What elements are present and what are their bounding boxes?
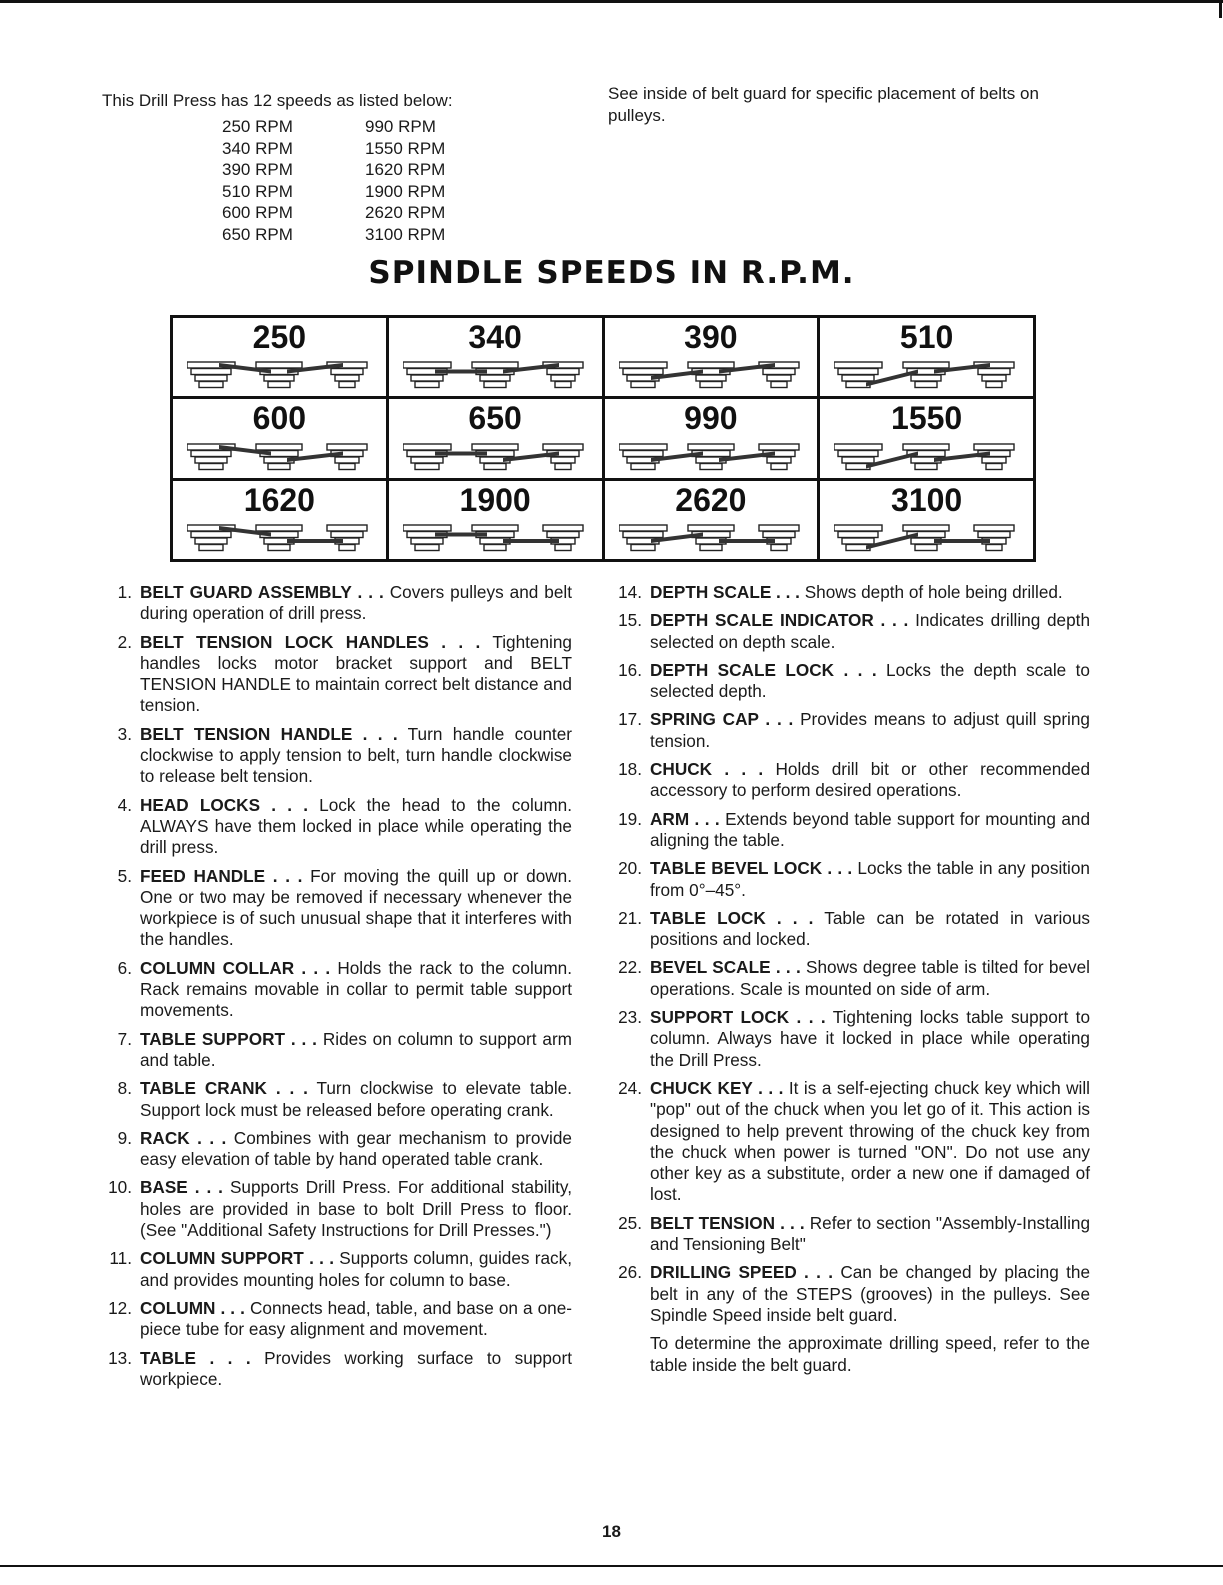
pulley-step xyxy=(700,463,722,469)
item-description: Refer to section "Assembly-Installing and Tensioning Belt" xyxy=(650,1212,1091,1255)
item-number: 17. xyxy=(618,709,642,730)
item-number: 21. xyxy=(618,907,642,928)
pulley-step xyxy=(767,375,791,381)
speed-cell xyxy=(820,318,1033,396)
pulley-step xyxy=(256,444,302,450)
pulley-step xyxy=(335,457,359,463)
pulley-step xyxy=(623,450,663,456)
belt xyxy=(435,370,487,374)
pulley-step xyxy=(543,444,583,450)
speed-cell xyxy=(389,481,602,559)
parts-list-right xyxy=(610,582,1090,1376)
pulley-step xyxy=(339,382,355,388)
pulley-step xyxy=(331,532,363,538)
item-number: 18. xyxy=(618,759,642,780)
pulley-belt-diagram xyxy=(187,519,371,553)
speed-cell xyxy=(605,399,818,477)
pulley-step xyxy=(415,463,439,469)
item-number: 24. xyxy=(618,1077,642,1098)
pulley-step xyxy=(838,532,878,538)
pulley-step xyxy=(688,362,734,368)
speed-cell xyxy=(173,318,386,396)
pulley-step xyxy=(619,362,667,368)
pulley-step xyxy=(903,444,949,450)
pulley-step xyxy=(842,375,874,381)
pulley-belt-diagram xyxy=(187,356,371,390)
list-item xyxy=(610,809,1090,852)
list-item xyxy=(610,1213,1090,1256)
item-number: 4. xyxy=(117,794,132,815)
pulley-step xyxy=(256,525,302,531)
item-term: RACK . . . xyxy=(140,1127,227,1148)
pulley-step xyxy=(195,538,227,544)
pulley-step xyxy=(623,369,663,375)
item-term: HEAD LOCKS . . . xyxy=(140,794,308,815)
speed-cell-value: 1550 xyxy=(891,400,963,437)
item-number: 12. xyxy=(108,1297,132,1318)
item-description: Provides means to adjust quill spring tension. xyxy=(650,709,1090,751)
pulley-belt-diagram xyxy=(619,438,803,472)
pulley-step xyxy=(415,382,439,388)
pulley-step xyxy=(411,457,443,463)
pulley-step xyxy=(696,375,726,381)
speed-value: 3100 RPM xyxy=(365,224,446,244)
item-term: BELT TENSION LOCK HANDLES . . . xyxy=(140,631,481,652)
speed-cell xyxy=(605,318,818,396)
pulley-step xyxy=(195,375,227,381)
speed-cell-value: 600 xyxy=(252,400,307,437)
item-description: Lock the head to the column. ALWAYS have them locked in place while operating the drill press. xyxy=(140,794,572,858)
item-number: 3. xyxy=(117,723,132,744)
item-term: BEVEL SCALE . . . xyxy=(650,957,801,978)
pulley-step xyxy=(472,525,518,531)
list-item xyxy=(100,582,572,625)
speed-row xyxy=(222,181,445,203)
pulley-belt-diagram xyxy=(834,438,1018,472)
item-term: COLUMN . . . xyxy=(140,1297,245,1318)
speed-row xyxy=(222,202,445,224)
pulley-step xyxy=(191,532,231,538)
pulley-step xyxy=(547,532,579,538)
pulley-step xyxy=(915,463,937,469)
speed-cell xyxy=(389,318,602,396)
speed-list xyxy=(222,116,445,246)
item-term: DEPTH SCALE INDICATOR . . . xyxy=(650,610,909,631)
pulley-step xyxy=(403,362,451,368)
pulley-step xyxy=(834,525,882,531)
bottom-rule xyxy=(0,1565,1223,1567)
pulley-step xyxy=(199,463,223,469)
item-term: FEED HANDLE . . . xyxy=(140,865,303,886)
speed-value: 600 RPM xyxy=(222,203,293,223)
item-number: 7. xyxy=(117,1028,132,1049)
item-term: ARM . . . xyxy=(650,808,720,829)
speed-cell-value: 1900 xyxy=(459,481,531,518)
pulley-step xyxy=(480,375,510,381)
pulley-step xyxy=(543,525,583,531)
spindle-speeds-heading: SPINDLE SPEEDS IN R.P.M. xyxy=(368,255,855,291)
pulley-step xyxy=(619,444,667,450)
pulley-step xyxy=(555,545,571,551)
pulley-step xyxy=(199,545,223,551)
pulley-belt-diagram xyxy=(834,519,1018,553)
pulley-step xyxy=(331,369,363,375)
item-number: 13. xyxy=(108,1347,132,1368)
item-term: CHUCK . . . xyxy=(650,759,764,780)
pulley-step xyxy=(484,545,506,551)
pulley-step xyxy=(191,450,231,456)
pulley-step xyxy=(472,362,518,368)
pulley-step xyxy=(763,532,795,538)
list-item xyxy=(100,1078,572,1121)
speed-cell-value: 990 xyxy=(684,400,738,437)
pulley-step xyxy=(842,538,874,544)
list-item xyxy=(610,1262,1090,1326)
pulley-step xyxy=(986,545,1002,551)
pulley-step xyxy=(327,444,367,450)
pulley-step xyxy=(411,538,443,544)
item-term: SUPPORT LOCK . . . xyxy=(650,1007,826,1028)
pulley-step xyxy=(264,375,294,381)
item-term: COLUMN SUPPORT . . . xyxy=(140,1248,334,1269)
item-term: TABLE SUPPORT . . . xyxy=(140,1028,317,1049)
speed-value: 390 RPM xyxy=(222,160,293,180)
item-term: SPRING CAP . . . xyxy=(650,709,794,730)
pulley-step xyxy=(903,525,949,531)
pulley-step xyxy=(700,545,722,551)
item-term: DEPTH SCALE . . . xyxy=(650,582,800,602)
item-number: 15. xyxy=(618,610,642,631)
item-number: 14. xyxy=(618,582,642,602)
pulley-step xyxy=(771,382,787,388)
item-description: Tightening handles locks motor bracket support and BELT TENSION HANDLE to maintain correct belt distance and tension. xyxy=(140,631,572,716)
item-number: 19. xyxy=(618,808,642,829)
belt-guard-note: See inside of belt guard for specific placement of belts on pulleys. xyxy=(608,84,1039,125)
top-rule xyxy=(0,0,1223,3)
item-number: 22. xyxy=(618,957,642,978)
pulley-step xyxy=(771,545,787,551)
item-description: Shows depth of hole being drilled. xyxy=(804,582,1063,602)
pulley-step xyxy=(903,362,949,368)
pulley-step xyxy=(256,362,302,368)
pulley-belt-diagram xyxy=(403,438,587,472)
item-number: 23. xyxy=(618,1007,642,1028)
belt xyxy=(435,533,487,537)
item-term: BELT TENSION . . . xyxy=(650,1212,805,1233)
list-item xyxy=(610,759,1090,802)
pulley-step xyxy=(911,375,941,381)
speed-value: 1900 RPM xyxy=(365,181,446,201)
pulley-step xyxy=(842,457,874,463)
speed-cell-value: 2620 xyxy=(675,481,747,518)
pulley-step xyxy=(472,444,518,450)
pulley-step xyxy=(688,444,734,450)
item-term: BASE . . . xyxy=(140,1177,223,1198)
item-number: 1. xyxy=(117,582,132,602)
pulley-step xyxy=(268,463,290,469)
speed-cell-value: 390 xyxy=(684,319,738,355)
list-item xyxy=(100,1029,572,1072)
speed-cell-value: 3100 xyxy=(891,481,963,518)
list-item xyxy=(610,1007,1090,1071)
top-rule-tick xyxy=(1219,0,1222,18)
speed-cell-value: 250 xyxy=(252,319,307,355)
speed-cell xyxy=(173,481,386,559)
list-item xyxy=(100,866,572,951)
list-item xyxy=(610,610,1090,653)
item-description: Holds the rack to the column. Rack remains movable in collar to permit table support movements. xyxy=(140,957,573,1021)
pulley-step xyxy=(199,382,223,388)
pulley-belt-diagram xyxy=(187,438,371,472)
item-term: TABLE LOCK . . . xyxy=(650,907,814,928)
pulley-step xyxy=(978,369,1010,375)
list-item xyxy=(100,795,572,859)
item-description: Rides on column to support arm and table. xyxy=(140,1028,572,1070)
pulley-step xyxy=(915,382,937,388)
item-description: Combines with gear mechanism to provide easy elevation of table by hand operated table crank. xyxy=(140,1127,572,1170)
pulley-step xyxy=(986,382,1002,388)
pulley-step xyxy=(978,532,1010,538)
pulley-step xyxy=(623,532,663,538)
item-term: DRILLING SPEED . . . xyxy=(650,1262,833,1283)
item-description: Supports Drill Press. For additional stability, holes are provided in base to bolt Drill Press to floor. (See "Additional Safety Instructions for Drill Presses.") xyxy=(140,1177,573,1241)
pulley-step xyxy=(555,463,571,469)
item-term: TABLE CRANK . . . xyxy=(140,1078,308,1099)
pulley-step xyxy=(688,525,734,531)
pulley-step xyxy=(415,545,439,551)
pulley-step xyxy=(335,375,359,381)
speed-value: 990 RPM xyxy=(365,117,436,136)
pulley-step xyxy=(547,369,579,375)
speed-cell-value: 650 xyxy=(468,400,522,437)
item-number: 8. xyxy=(117,1078,132,1099)
item-number: 11. xyxy=(109,1248,132,1269)
list-item xyxy=(610,908,1090,951)
item-description: It is a self-ejecting chuck key which will "pop" out of the chuck when you let go of it. This action is designed to help prevent throwing of the chuck key from the chuck when power is turned "ON". Do not use any other key as a substitute, order a new one if damaged of lost. xyxy=(650,1077,1090,1205)
speed-value: 1550 RPM xyxy=(365,138,446,158)
item-description: Table can be rotated in various positions and locked. xyxy=(650,907,1090,950)
speed-cell xyxy=(389,399,602,477)
list-item xyxy=(100,1177,572,1241)
pulley-step xyxy=(700,382,722,388)
item-number: 9. xyxy=(117,1127,132,1148)
list-item xyxy=(610,709,1090,752)
item-number: 10. xyxy=(108,1177,132,1198)
pulley-step xyxy=(771,463,787,469)
pulley-step xyxy=(974,525,1014,531)
item-description: Tightening locks table support to column. Always have it locked in place while operating the Drill Press. xyxy=(650,1007,1090,1070)
item-description: Covers pulleys and belt during operation of drill press. xyxy=(140,582,573,624)
pulley-step xyxy=(484,463,506,469)
item-description: Extends beyond table support for mounting and aligning the table. xyxy=(650,808,1090,850)
pulley-step xyxy=(982,375,1006,381)
pulley-step xyxy=(484,382,506,388)
pulley-step xyxy=(411,375,443,381)
parts-list-left xyxy=(100,582,572,1397)
speed-value: 250 RPM xyxy=(222,117,293,136)
pulley-step xyxy=(403,525,451,531)
intro-text: This Drill Press has 12 speeds as listed below: xyxy=(102,91,453,110)
item-description: Holds drill bit or other recommended accessory to perform desired operations. xyxy=(650,759,1090,801)
item-number: 25. xyxy=(618,1212,642,1233)
list-item xyxy=(100,1128,572,1171)
speed-cell-value: 510 xyxy=(899,319,954,355)
list-item xyxy=(100,958,572,1022)
speed-cell-value: 1620 xyxy=(243,481,315,518)
speed-cell xyxy=(820,481,1033,559)
pulley-step xyxy=(915,545,937,551)
pulley-step xyxy=(834,444,882,450)
speed-cell xyxy=(173,399,386,477)
belt xyxy=(503,539,559,543)
pulley-step xyxy=(767,457,791,463)
speed-row xyxy=(222,138,445,160)
item-description: For moving the quill up or down. One or two may be removed if necessary whenever the workpiece is of such unusual shape that it interferes with the handles. xyxy=(140,865,572,950)
pulley-step xyxy=(986,463,1002,469)
item-number: 6. xyxy=(117,957,132,978)
list-item xyxy=(100,724,572,788)
list-item xyxy=(610,582,1090,603)
pulley-step xyxy=(834,362,882,368)
speed-row xyxy=(222,159,445,181)
speed-value: 1620 RPM xyxy=(365,160,446,180)
pulley-belt-diagram xyxy=(619,519,803,553)
pulley-step xyxy=(763,369,795,375)
speed-value: 650 RPM xyxy=(222,224,293,244)
pulley-belt-diagram xyxy=(403,519,587,553)
pulley-step xyxy=(268,382,290,388)
list-item xyxy=(100,632,572,717)
item-description: Shows degree table is tilted for bevel operations. Scale is mounted on side of arm. xyxy=(650,957,1090,999)
list-item xyxy=(100,1248,572,1291)
list-item xyxy=(610,957,1090,1000)
item-description: Can be changed by placing the belt in any of the STEPS (grooves) in the pulleys. See Spindle Speed inside belt guard. xyxy=(650,1262,1090,1325)
speed-cell xyxy=(820,399,1033,477)
item-description: Locks the table in any position from 0°–45°. xyxy=(650,858,1090,900)
item-term: COLUMN COLLAR . . . xyxy=(140,957,331,978)
pulley-step xyxy=(982,457,1006,463)
list-item xyxy=(610,858,1090,901)
pulley-step xyxy=(631,545,655,551)
speed-value: 510 RPM xyxy=(222,181,293,201)
item-number: 20. xyxy=(618,858,642,879)
pulley-step xyxy=(339,463,355,469)
pulley-belt-diagram xyxy=(619,356,803,390)
pulley-belt-diagram xyxy=(834,356,1018,390)
pulley-step xyxy=(838,450,878,456)
speed-row xyxy=(222,116,445,138)
speed-cell xyxy=(605,481,818,559)
page-number: 18 xyxy=(602,1522,621,1541)
list-item xyxy=(100,1298,572,1341)
belt xyxy=(287,539,343,543)
pulley-step xyxy=(838,369,878,375)
item-term: CHUCK KEY . . . xyxy=(650,1077,784,1098)
spindle-speed-table xyxy=(170,315,1036,562)
item-description: Indicates drilling depth selected on depth scale. xyxy=(650,610,1091,652)
pulley-step xyxy=(327,525,367,531)
speed-value: 2620 RPM xyxy=(365,203,446,223)
item-number: 26. xyxy=(618,1262,642,1283)
pulley-step xyxy=(759,444,799,450)
pulley-step xyxy=(195,457,227,463)
pulley-step xyxy=(339,545,355,551)
item-term: TABLE BEVEL LOCK . . . xyxy=(650,858,853,879)
list-item xyxy=(610,660,1090,703)
speed-row xyxy=(222,224,445,246)
belt xyxy=(435,451,487,455)
item-term: BELT GUARD ASSEMBLY . . . xyxy=(140,582,384,602)
item-description: Supports column, guides rack, and provides mounting holes for column to base. xyxy=(140,1248,573,1290)
pulley-step xyxy=(759,525,799,531)
item-description: Turn clockwise to elevate table. Support lock must be released before operating crank. xyxy=(140,1078,572,1120)
pulley-step xyxy=(551,457,575,463)
item-description: Connects head, table, and base on a one-piece tube for easy alignment and movement. xyxy=(140,1297,573,1340)
belt xyxy=(719,539,775,543)
pulley-step xyxy=(551,375,575,381)
pulley-step xyxy=(631,463,655,469)
item-description: Provides working surface to support workpiece. xyxy=(140,1347,572,1389)
pulley-step xyxy=(191,369,231,375)
list-item xyxy=(100,1348,572,1391)
belt xyxy=(934,539,990,543)
speed-cell-value: 340 xyxy=(468,319,522,355)
pulley-step xyxy=(555,382,571,388)
item-description: Turn handle counter clockwise to apply tension to belt, turn handle clockwise to release belt tension. xyxy=(140,723,572,787)
item-term: BELT TENSION HANDLE . . . xyxy=(140,723,398,744)
item-term: DEPTH SCALE LOCK . . . xyxy=(650,659,877,680)
item-number: 2. xyxy=(117,631,132,652)
pulley-step xyxy=(268,545,290,551)
list-item xyxy=(610,1078,1090,1206)
item-description: Locks the depth scale to selected depth. xyxy=(650,659,1090,702)
pulley-step xyxy=(619,525,667,531)
item-number: 5. xyxy=(117,865,132,886)
pulley-step xyxy=(631,382,655,388)
closing-paragraph: To determine the approximate drilling speed, refer to the table inside the belt guard. xyxy=(650,1333,1090,1375)
item-number: 16. xyxy=(618,659,642,680)
pulley-step xyxy=(403,444,451,450)
pulley-belt-diagram xyxy=(403,356,587,390)
item-term: TABLE . . . xyxy=(140,1347,251,1368)
speed-value: 340 RPM xyxy=(222,138,293,158)
pulley-step xyxy=(974,444,1014,450)
